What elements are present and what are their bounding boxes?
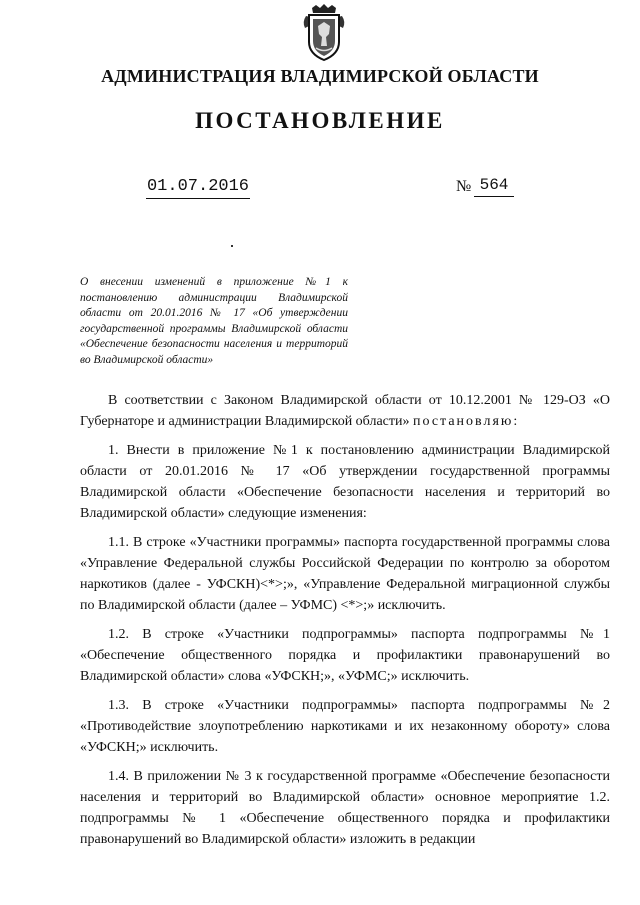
document-type-title: ПОСТАНОВЛЕНИЕ [195,108,445,133]
resolve-word: постановляю: [412,414,520,429]
coat-of-arms-icon [302,4,346,62]
number-label: № [456,178,472,195]
document-body [80,390,610,858]
paragraph-1-3: 1.3. В строке «Участники подпрограммы» паспорта подпрограммы №2 «Противодействие злоупотреблению наркотиками и их незаконному обороту» слова «УФСКН;» исключить. [80,698,610,755]
document-number: 564 [479,176,509,194]
paragraph-1-1: 1.1. В строке «Участники программы» паспорта государственной программы слова «Управление Федеральной службы Российской Федерации по контролю за оборотом наркотиков (далее - УФСКН)<*>;», «Управление Федеральной миграционной службы по Владимирской области (далее – УФМС) <*>;» исключить. [80,535,610,613]
document-subject: О внесении изменений в приложение №1 к постановлению администрации Владимирской области от 20.01.2016 № 17 «Об утверждении государственной программы Владимирской области «Обеспечение безопасности населения и территорий во Владимирской области» [80,276,348,366]
intro-paragraph [80,390,610,432]
document-date: 01.07.2016 [146,177,250,196]
paragraph-1-2: 1.2. В строке «Участники подпрограммы» паспорта подпрограммы №1 «Обеспечение общественного порядка и профилактики правонарушений во Владимирской области» слова «УФСКН;», «УФМС;» исключить. [80,627,610,684]
paragraph-1: 1. Внести в приложение №1 к постановлению администрации Владимирской области от 20.01.2016 № 17 «Об утверждении государственной программы Владимирской области «Обеспечение безопасности населения и территорий во Владимирской области» следующие изменения: [80,443,610,521]
organization-title: АДМИНИСТРАЦИЯ ВЛАДИМИРСКОЙ ОБЛАСТИ [101,66,539,86]
paragraph-1-4: 1.4. В приложении № 3 к государственной программе «Обеспечение безопасности населения и территорий во Владимирской области» основное мероприятие 1.2. подпрограммы № 1 «Обеспечение общественного порядка и профилактики правонарушений во Владимирской области» изложить в редакции [80,769,610,847]
date-underline [146,198,250,199]
number-underline [474,196,514,197]
scan-mark [231,245,233,247]
intro-text: В соответствии с Законом Владимирской области от 10.12.2001 № 129-ОЗ «О Губернаторе и администрации Владимирской области» [80,393,610,429]
